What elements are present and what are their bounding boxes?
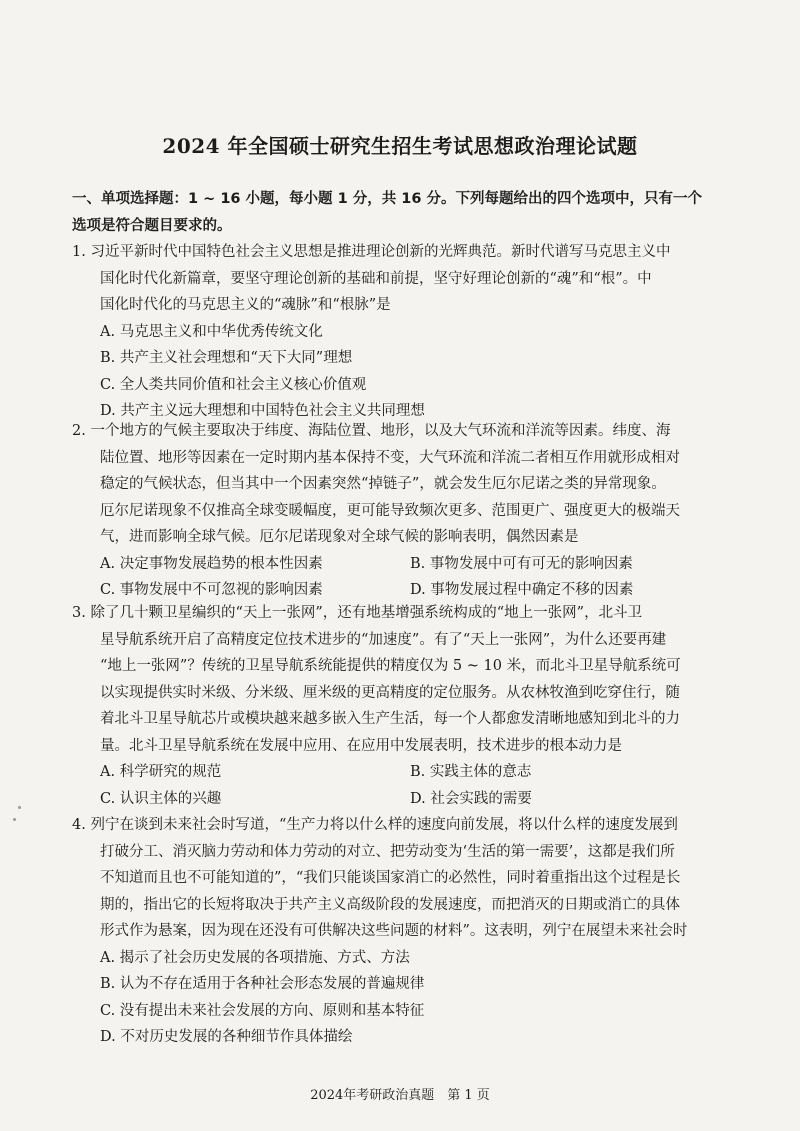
option-b: B. 实践主体的意志 xyxy=(410,764,532,780)
question-1 xyxy=(72,239,732,425)
option-d: D. 不对历史发展的各种细节作具体描绘 xyxy=(100,1029,353,1045)
question-text-line: 1. 习近平新时代中国特色社会主义思想是推进理论创新的光辉典范。新时代谱写马克思主义中 xyxy=(72,244,671,260)
option-row xyxy=(72,759,732,786)
question-text-line: 着北斗卫星导航芯片或模块越来越多嵌入生产生活，每一个人都愈发清晰地感知到北斗的力 xyxy=(100,711,680,727)
question-4 xyxy=(72,812,732,1051)
question-text-line: 气，进而影响全球气候。厄尔尼诺现象对全球气候的影响表明，偶然因素是 xyxy=(100,529,579,545)
option-c: C. 事物发展中不可忽视的影响因素 xyxy=(100,582,323,598)
section-instructions-line: 一、单项选择题：1 ~ 16 小题，每小题 1 分，共 16 分。下列每题给出的四个选项中，只有一个 xyxy=(72,191,703,207)
question-text-line: 2. 一个地方的气候主要取决于纬度、海陆位置、地形，以及大气环流和洋流等因素。纬度、海 xyxy=(72,423,671,439)
question-text-line: 以实现提供实时米级、分米级、厘米级的更高精度的定位服务。从农林牧渔到吃穿住行，随 xyxy=(100,684,680,701)
option-d: D. 事物发展过程中确定不移的因素 xyxy=(410,582,634,598)
question-text-line: 3. 除了几十颗卫星编织的“天上一张网”，还有地基增强系统构成的“地上一张网”，北斗卫 xyxy=(72,605,643,621)
option-b: B. 认为不存在适用于各种社会形态发展的普遍规律 xyxy=(100,976,425,992)
question-3 xyxy=(72,600,732,812)
page-footer: 2024年考研政治真题 第 1 页 xyxy=(310,1088,490,1103)
question-text-line: 国化时代化的马克思主义的“魂脉”和“根脉”是 xyxy=(100,297,391,313)
option-c: C. 认识主体的兴趣 xyxy=(100,790,222,807)
page-title: 2024 年全国硕士研究生招生考试思想政治理论试题 xyxy=(162,134,638,158)
option-b: B. 事物发展中可有可无的影响因素 xyxy=(410,555,633,572)
scan-speck xyxy=(13,818,16,821)
question-text-line: 期的，指出它的长短将取决于共产主义高级阶段的发展速度，而把消灭的日期或消亡的具体 xyxy=(100,896,680,913)
option-b: B. 共产主义社会理想和“天下大同”理想 xyxy=(100,350,353,366)
question-text-line: 厄尔尼诺现象不仅推高全球变暖幅度，更可能导致频次更多、范围更广、强度更大的极端天 xyxy=(100,502,680,519)
option-a: A. 揭示了社会历史发展的各项措施、方式、方法 xyxy=(100,949,410,966)
question-text-line: “地上一张网”？传统的卫星导航系统能提供的精度仅为 5 ~ 10 米，而北斗卫星导航系统可 xyxy=(100,658,681,674)
option-a: A. 马克思主义和中华优秀传统文化 xyxy=(100,323,323,340)
option-c: C. 全人类共同价值和社会主义核心价值观 xyxy=(100,376,367,393)
question-text-line: 4. 列宁在谈到未来社会时写道，“生产力将以什么样的速度向前发展，将以什么样的速度发展到 xyxy=(72,817,678,833)
question-text-line: 不知道而且也不可能知道的”，“我们只能谈国家消亡的必然性，同时着重指出这个过程是长 xyxy=(100,870,681,886)
option-d: D. 社会实践的需要 xyxy=(410,790,532,807)
option-d: D. 共产主义远大理想和中国特色社会主义共同理想 xyxy=(100,403,425,419)
section-instructions xyxy=(72,186,732,240)
question-2 xyxy=(72,418,732,604)
question-text-line: 量。北斗卫星导航系统在发展中应用、在应用中发展表明，技术进步的根本动力是 xyxy=(100,737,622,754)
question-text-line: 星导航系统开启了高精度定位技术进步的“加速度”。有了“天上一张网”，为什么还要再建 xyxy=(100,631,667,648)
question-text-line: 国化时代化新篇章，要坚守理论创新的基础和前提，坚守好理论创新的“魂”和“根”。中 xyxy=(100,270,652,287)
question-text-line: 形式作为悬案，因为现在还没有可供解决这些问题的材料”。这表明，列宁在展望未来社会时 xyxy=(100,923,688,939)
option-a: A. 科学研究的规范 xyxy=(100,764,222,780)
question-text-line: 陆位置、地形等因素在一定时期内基本保持不变，大气环流和洋流二者相互作用就形成相对 xyxy=(100,449,680,466)
option-row xyxy=(72,786,732,813)
option-a: A. 决定事物发展趋势的根本性因素 xyxy=(100,555,323,572)
option-c: C. 没有提出未来社会发展的方向、原则和基本特征 xyxy=(100,1002,425,1019)
scan-speck xyxy=(18,806,21,809)
section-instructions-line: 选项是符合题目要求的。 xyxy=(72,218,232,234)
question-text-line: 打破分工、消灭脑力劳动和体力劳动的对立、把劳动变为‘生活的第一需要’，这都是我们所 xyxy=(100,843,675,860)
option-row xyxy=(72,551,732,578)
question-text-line: 稳定的气候状态，但当其中一个因素突然“掉链子”，就会发生厄尔尼诺之类的异常现象。 xyxy=(100,476,666,492)
